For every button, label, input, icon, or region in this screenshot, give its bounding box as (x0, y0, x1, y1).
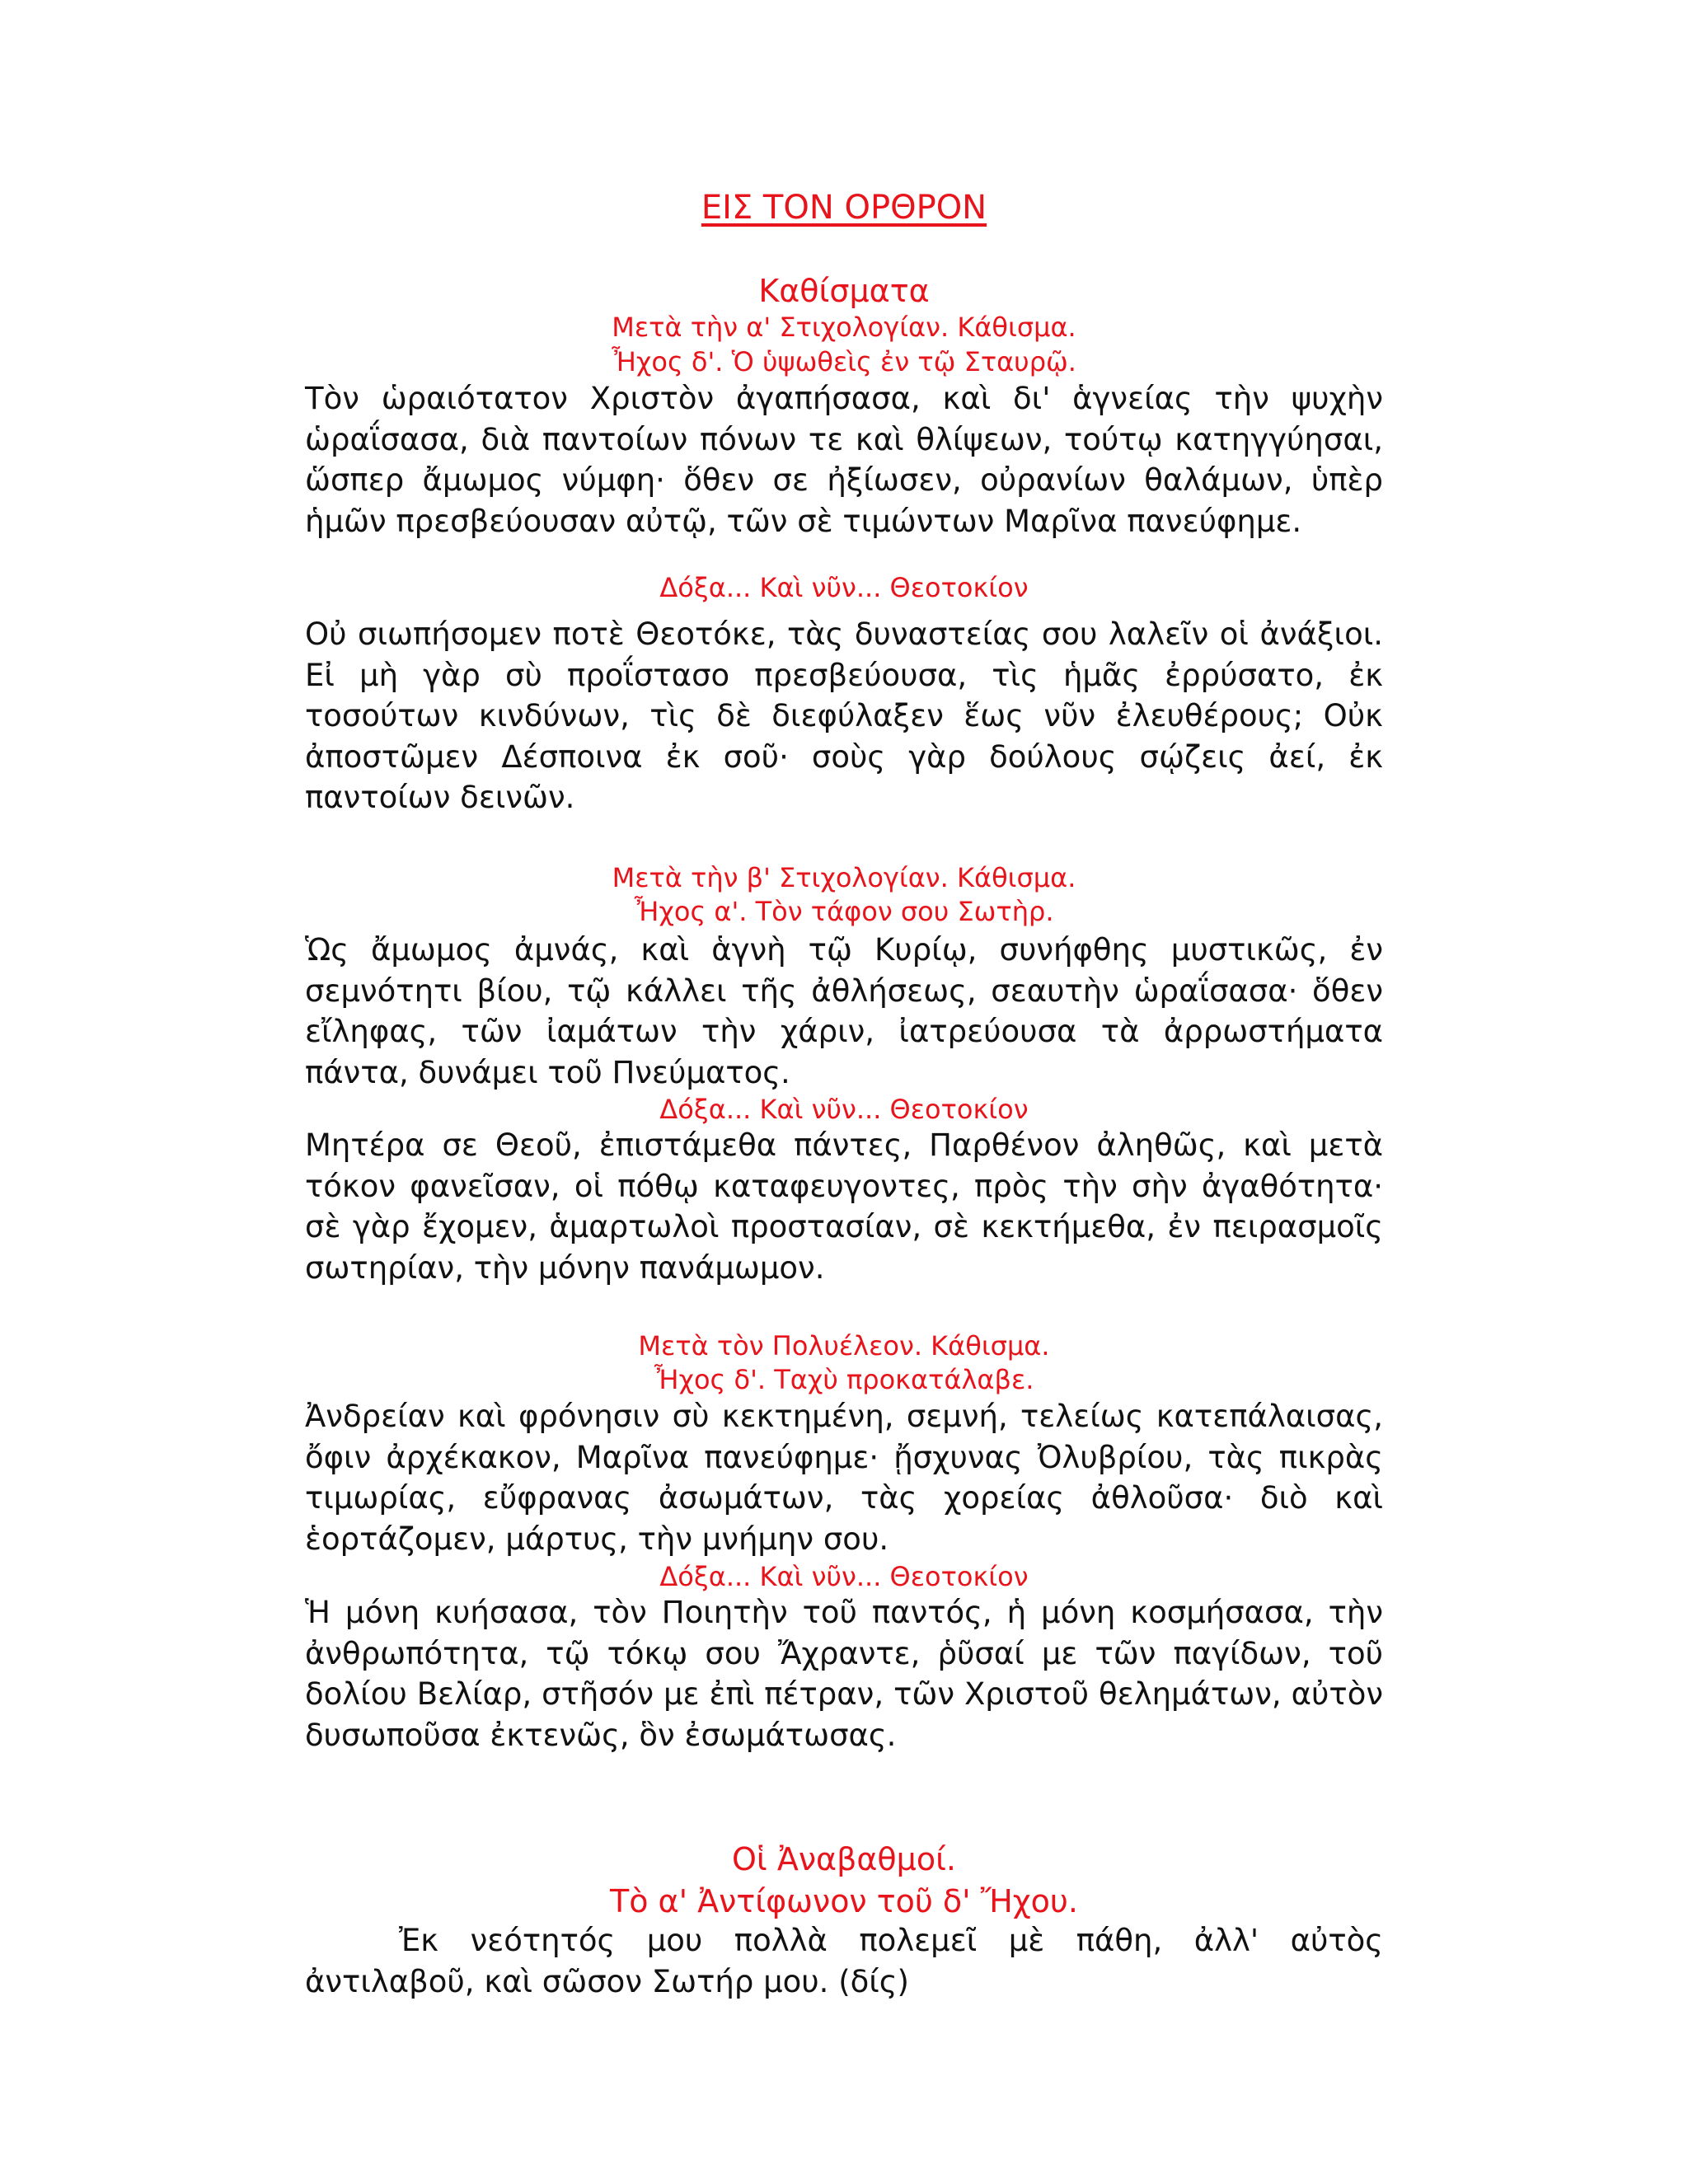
rubric-line: Ἦχος δ'. Ὁ ὑψωθεὶς ἐν τῷ Σταυρῷ. (612, 346, 1076, 377)
rubric-line: Ἦχος δ'. Ταχὺ προκατάλαβε. (654, 1364, 1034, 1395)
theotokion-paragraph: Οὐ σιωπήσομεν ποτὲ Θεοτόκε, τὰς δυναστείας σου λαλεῖν οἱ ἀνάξιοι. Εἰ μὴ γὰρ σὺ προΐστασο πρεσβεύουσα, τὶς ἡμᾶς ἐρρύσατο, ἐκ τοσούτων κινδύνων, τὶς δὲ διεφύλαξεν ἕως νῦν ἐλευθέρους; Οὐκ ἀποστῶμεν Δέσποινα ἐκ σοῦ· σοὺς γὰρ δούλους σῴζεις ἀεί, ἐκ παντοίων δεινῶν. (305, 616, 1383, 815)
theotokion-rubric: Δόξα... Καὶ νῦν... Θεοτοκίον (659, 572, 1029, 603)
theotokion-paragraph: Μητέρα σε Θεοῦ, ἐπιστάμεθα πάντες, Παρθένον ἀληθῶς, καὶ μετὰ τόκον φανεῖσαν, οἱ πόθῳ καταφευγοντες, πρὸς τὴν σὴν ἀγαθότητα· σὲ γὰρ ἔχομεν, ἁμαρτωλοὶ προστασίαν, σὲ κεκτήμεθα, ἐν πειρασμοῖς σωτηρίαν, τὴν μόνην πανάμωμον. (305, 1127, 1383, 1286)
theotokion-rubric: Δόξα... Καὶ νῦν... Θεοτοκίον (659, 1561, 1029, 1592)
rubric-line: Μετὰ τὴν α' Στιχολογίαν. Κάθισμα. (612, 312, 1076, 343)
theotokion-rubric: Δόξα... Καὶ νῦν... Θεοτοκίον (659, 1094, 1029, 1125)
rubric-line: Ἦχος α'. Τὸν τάφον σου Σωτὴρ. (634, 896, 1054, 927)
rubric-line: Μετὰ τὴν β' Στιχολογίαν. Κάθισμα. (612, 862, 1076, 893)
hymn-paragraph: Τὸν ὡραιότατον Χριστὸν ἀγαπήσασα, καὶ δι' ἁγνείας τὴν ψυχὴν ὡραΐσασα, διὰ παντοίων πόνων τε καὶ θλίψεων, τούτῳ κατηγγύησαι, ὥσπερ ἄμωμος νύμφη· ὅθεν σε ἠξίωσεν, οὐρανίων θαλάμων, ὑπὲρ ἡμῶν πρεσβεύουσαν αὐτῷ, τῶν σὲ τιμώντων Μαρῖνα πανεύφημε. (305, 381, 1383, 539)
section-heading-anavathmoi: Οἱ Ἀναβαθμοί. (731, 1841, 957, 1877)
antiphon-verse: Ἐκ νεότητός μου πολλὰ πολεμεῖ μὲ πάθη, ἀλλ' αὐτὸς ἀντιλαβοῦ, καὶ σῶσον Σωτήρ μου. (δίς) (305, 1923, 1383, 1999)
theotokion-paragraph: Ἡ μόνη κυήσασα, τὸν Ποιητὴν τοῦ παντός, ἡ μόνη κοσμήσασα, τὴν ἀνθρωπότητα, τῷ τόκῳ σου Ἄχραντε, ῥῦσαί με τῶν παγίδων, τοῦ δολίου Βελίαρ, στῆσόν με ἐπὶ πέτραν, τῶν Χριστοῦ θελημάτων, αὐτὸν δυσωποῦσα ἐκτενῶς, ὃν ἐσωμάτωσας. (305, 1595, 1383, 1753)
antiphon-heading: Τὸ α' Ἀντίφωνον τοῦ δ' Ἤχου. (610, 1883, 1078, 1919)
hymn-paragraph: Ὡς ἄμωμος ἀμνάς, καὶ ἁγνὴ τῷ Κυρίῳ, συνήφθης μυστικῶς, ἐν σεμνότητι βίου, τῷ κάλλει τῆς ἀθλήσεως, σεαυτὴν ὡραΐσασα· ὅθεν εἴληφας, τῶν ἰαμάτων τὴν χάριν, ἰατρεύουσα τὰ ἀρρωστήματα πάντα, δυνάμει τοῦ Πνεύματος. (305, 932, 1383, 1090)
hymn-paragraph: Ἀνδρείαν καὶ φρόνησιν σὺ κεκτημένη, σεμνή, τελείως κατεπάλαισας, ὄφιν ἀρχέκακον, Μαρῖνα πανεύφημε· ᾔσχυνας Ὀλυβρίου, τὰς πικρὰς τιμωρίας, εὔφρανας ἀσωμάτων, τὰς χορείας ἀθλοῦσα· διὸ καὶ ἑορτάζομεν, μάρτυς, τὴν μνήμην σου. (305, 1399, 1383, 1557)
document-title: ΕΙΣ ΤΟΝ ΟΡΘΡΟΝ (701, 189, 987, 227)
rubric-line: Μετὰ τὸν Πολυέλεον. Κάθισμα. (638, 1330, 1050, 1361)
section-heading-kathismata: Καθίσματα (758, 273, 930, 309)
